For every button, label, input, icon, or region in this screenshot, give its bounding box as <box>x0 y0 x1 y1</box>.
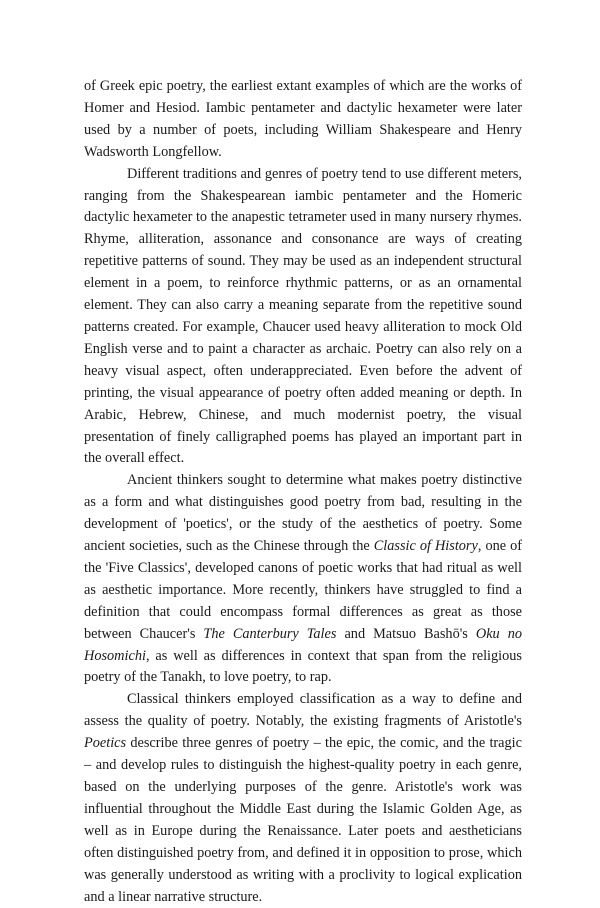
paragraph-2 <box>84 164 522 471</box>
body-text <box>84 76 522 908</box>
paragraph-3-text: and Matsuo Bashō's <box>336 625 476 642</box>
paragraph-4-text: describe three genres of poetry – the epic, the comic, and the tragic – and develop rules to distinguish the highest-quality poetry in each genre, based on the underlying purposes of the genre. Aristotle's work was influential throughout the Middle East during the Islamic Golden Age, as well as in Europe during the Renaissance. Later poets and aestheticians often distinguished poetry from, and defined it in opposition to prose, which was generally understood as writing with a proclivity to logical explication and a linear narrative structure. <box>84 735 522 905</box>
title-poetics: Poetics <box>84 735 127 752</box>
title-canterbury-tales: The Canterbury Tales <box>203 625 337 642</box>
paragraph-3-text: , as well as differences in context that span from the religious poetry of the Tanakh, to love poetry, to rap. <box>84 647 522 686</box>
paragraph-3-text: , one of the 'Five Classics', developed canons of poetic works that had ritual as well as aesthetic importance. More recently, thinkers have struggled to find a definition that could encompass formal differences as great as those between Chaucer's <box>84 538 522 642</box>
paragraph-1-text: of Greek epic poetry, the earliest extant examples of which are the works of Homer and Hesiod. Iambic pentameter and dactylic hexameter were later used by a number of poets, including William Shakespeare and Henry Wadsworth Longfellow. <box>84 78 522 160</box>
paragraph-3-text: Ancient thinkers sought to determine what makes poetry distinctive as a form and what distinguishes good poetry from bad, resulting in the development of 'poetics', or the study of the aesthetics of poetry. Some ancient societies, such as the Chinese through the <box>84 472 522 555</box>
paragraph-1 <box>84 76 522 164</box>
paragraph-4 <box>84 689 522 908</box>
title-classic-of-history: Classic of History <box>373 538 478 555</box>
paragraph-2-text: Different traditions and genres of poetry tend to use different meters, ranging from the Shakespearean iambic pentameter and the Homeric dactylic hexameter to the anapestic tetrameter used in many nursery rhymes. Rhyme, alliteration, assonance and consonance are ways of creating repetitive patterns of sound. They may be used as an independent structural element in a poem, to reinforce rhythmic patterns, or as an ornamental element. They can also carry a meaning separate from the repetitive sound patterns created. For example, Chaucer used heavy alliteration to mock Old English verse and to paint a character as archaic. Poetry can also rely on a heavy visual aspect, often underappreciated. Even before the advent of printing, the visual appearance of poetry often added meaning or depth. In Arabic, Hebrew, Chinese, and much modernist poetry, the visual presentation of finely calligraphed poems has played an important part in the overall effect. <box>84 165 522 467</box>
paragraph-3 <box>84 470 522 689</box>
title-oku-no-hosomichi: Oku no Hosomichi <box>84 625 522 664</box>
paragraph-4-text: Classical thinkers employed classification as a way to define and assess the quality of poetry. Notably, the existing fragments of Aristotle's <box>84 691 522 730</box>
